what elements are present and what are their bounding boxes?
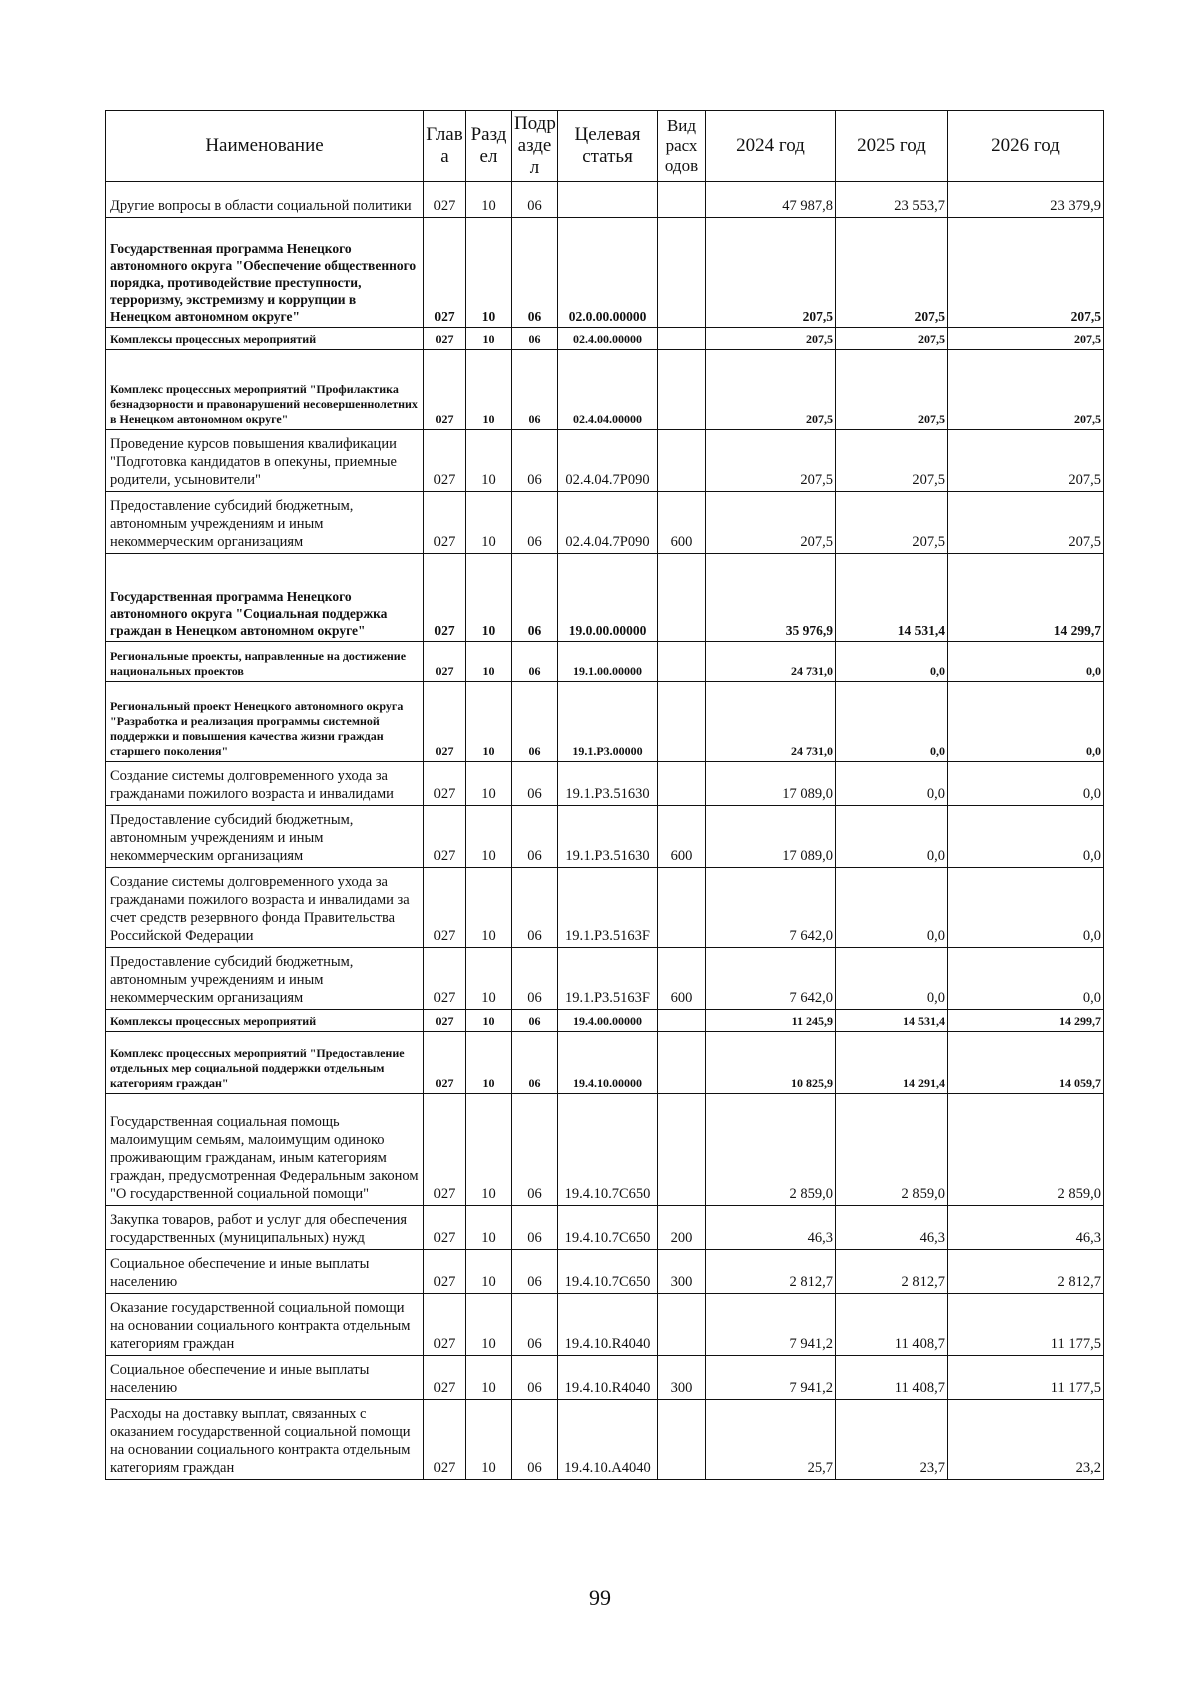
table-row — [106, 682, 1104, 762]
row-name: Комплексы процессных мероприятий — [106, 1010, 424, 1032]
row-vid — [658, 430, 706, 492]
row-vid — [658, 554, 706, 642]
row-target: 19.1.00.00000 — [558, 642, 658, 682]
row-vid — [658, 1400, 706, 1480]
row-vid — [658, 350, 706, 430]
row-target: 19.4.10.R4040 — [558, 1294, 658, 1356]
row-podrazdel: 06 — [512, 554, 558, 642]
row-2026: 0,0 — [948, 642, 1104, 682]
table-row — [106, 1010, 1104, 1032]
row-glava: 027 — [424, 492, 466, 554]
row-target: 19.4.10.00000 — [558, 1032, 658, 1094]
row-vid — [658, 1294, 706, 1356]
row-glava: 027 — [424, 328, 466, 350]
row-2025: 11 408,7 — [836, 1356, 948, 1400]
row-podrazdel: 06 — [512, 642, 558, 682]
table-row — [106, 642, 1104, 682]
row-glava: 027 — [424, 806, 466, 868]
row-name: Закупка товаров, работ и услуг для обеспечения государственных (муниципальных) нужд — [106, 1206, 424, 1250]
row-target: 02.4.00.00000 — [558, 328, 658, 350]
row-razdel: 10 — [466, 1294, 512, 1356]
row-podrazdel: 06 — [512, 328, 558, 350]
row-name: Создание системы долговременного ухода за гражданами пожилого возраста и инвалидами за счет средств резервного фонда Правительства Российской Федерации — [106, 868, 424, 948]
table-row — [106, 806, 1104, 868]
table-row — [106, 182, 1104, 218]
row-razdel: 10 — [466, 182, 512, 218]
row-target: 19.1.Р3.5163F — [558, 868, 658, 948]
row-podrazdel: 06 — [512, 1356, 558, 1400]
row-name: Комплекс процессных мероприятий "Профилактика безнадзорности и правонарушений несовершеннолетних в Ненецком автономном округе" — [106, 350, 424, 430]
row-razdel: 10 — [466, 806, 512, 868]
row-2025: 207,5 — [836, 492, 948, 554]
row-vid: 300 — [658, 1356, 706, 1400]
row-podrazdel: 06 — [512, 430, 558, 492]
header-2025: 2025 год — [836, 111, 948, 182]
row-2024: 207,5 — [706, 492, 836, 554]
row-name: Государственная программа Ненецкого автономного округа "Обеспечение общественного порядка, противодействие преступности, терроризму, экстремизму и коррупции в Ненецком автономном округе" — [106, 218, 424, 328]
table-row — [106, 1294, 1104, 1356]
row-podrazdel: 06 — [512, 1294, 558, 1356]
table-row — [106, 1400, 1104, 1480]
row-glava: 027 — [424, 1250, 466, 1294]
table-row — [106, 1250, 1104, 1294]
row-glava: 027 — [424, 1010, 466, 1032]
row-2024: 17 089,0 — [706, 806, 836, 868]
header-target: Целевая статья — [558, 111, 658, 182]
row-name: Государственная социальная помощь малоимущим семьям, малоимущим одиноко проживающим гражданам, иным категориям граждан, предусмотренная Федеральным законом "О государственной социальной помощи" — [106, 1094, 424, 1206]
row-name: Создание системы долговременного ухода за гражданами пожилого возраста и инвалидами — [106, 762, 424, 806]
row-razdel: 10 — [466, 218, 512, 328]
row-2025: 2 859,0 — [836, 1094, 948, 1206]
row-2024: 46,3 — [706, 1206, 836, 1250]
row-2025: 46,3 — [836, 1206, 948, 1250]
row-glava: 027 — [424, 182, 466, 218]
row-razdel: 10 — [466, 682, 512, 762]
row-2025: 0,0 — [836, 682, 948, 762]
row-podrazdel: 06 — [512, 182, 558, 218]
row-2025: 23 553,7 — [836, 182, 948, 218]
row-2025: 23,7 — [836, 1400, 948, 1480]
row-glava: 027 — [424, 430, 466, 492]
row-vid — [658, 1094, 706, 1206]
row-razdel: 10 — [466, 1094, 512, 1206]
row-2025: 207,5 — [836, 350, 948, 430]
page-number: 99 — [589, 1585, 611, 1610]
row-name: Предоставление субсидий бюджетным, автономным учреждениям и иным некоммерческим организациям — [106, 806, 424, 868]
table-row — [106, 350, 1104, 430]
row-podrazdel: 06 — [512, 492, 558, 554]
header-vid: Вид расх одов — [658, 111, 706, 182]
row-target: 02.4.04.7Р090 — [558, 492, 658, 554]
row-2024: 7 941,2 — [706, 1294, 836, 1356]
row-vid — [658, 642, 706, 682]
row-target: 19.4.10.R4040 — [558, 1356, 658, 1400]
row-vid — [658, 182, 706, 218]
row-2024: 207,5 — [706, 350, 836, 430]
row-podrazdel: 06 — [512, 806, 558, 868]
table-body — [106, 182, 1104, 1480]
row-name: Предоставление субсидий бюджетным, автономным учреждениям и иным некоммерческим организациям — [106, 492, 424, 554]
row-glava: 027 — [424, 868, 466, 948]
table-row — [106, 430, 1104, 492]
row-razdel: 10 — [466, 554, 512, 642]
row-2026: 207,5 — [948, 218, 1104, 328]
row-2024: 207,5 — [706, 430, 836, 492]
row-2026: 207,5 — [948, 350, 1104, 430]
budget-table-sheet — [105, 110, 1103, 1480]
table-row — [106, 762, 1104, 806]
header-name: Наименование — [106, 111, 424, 182]
row-target: 19.4.10.7С650 — [558, 1094, 658, 1206]
row-target: 19.1.Р3.51630 — [558, 806, 658, 868]
row-name: Проведение курсов повышения квалификации "Подготовка кандидатов в опекуны, приемные родители, усыновители" — [106, 430, 424, 492]
row-razdel: 10 — [466, 948, 512, 1010]
row-target — [558, 182, 658, 218]
row-target: 19.1.Р3.51630 — [558, 762, 658, 806]
row-2025: 2 812,7 — [836, 1250, 948, 1294]
table-row — [106, 868, 1104, 948]
row-2026: 207,5 — [948, 492, 1104, 554]
row-2024: 17 089,0 — [706, 762, 836, 806]
row-name: Комплекс процессных мероприятий "Предоставление отдельных мер социальной поддержки отдельным категориям граждан" — [106, 1032, 424, 1094]
row-glava: 027 — [424, 1294, 466, 1356]
row-name: Расходы на доставку выплат, связанных с оказанием государственной социальной помощи на основании социального контракта отдельным категориям граждан — [106, 1400, 424, 1480]
row-vid: 200 — [658, 1206, 706, 1250]
row-glava: 027 — [424, 682, 466, 762]
row-2025: 0,0 — [836, 948, 948, 1010]
row-target: 19.1.Р3.5163F — [558, 948, 658, 1010]
row-vid — [658, 1032, 706, 1094]
row-podrazdel: 06 — [512, 1032, 558, 1094]
row-razdel: 10 — [466, 762, 512, 806]
row-razdel: 10 — [466, 430, 512, 492]
row-glava: 027 — [424, 218, 466, 328]
row-vid: 600 — [658, 806, 706, 868]
row-name: Предоставление субсидий бюджетным, автономным учреждениям и иным некоммерческим организациям — [106, 948, 424, 1010]
row-razdel: 10 — [466, 492, 512, 554]
row-vid — [658, 218, 706, 328]
row-2025: 0,0 — [836, 806, 948, 868]
table-row — [106, 1356, 1104, 1400]
row-razdel: 10 — [466, 1010, 512, 1032]
row-name: Комплексы процессных мероприятий — [106, 328, 424, 350]
header-glava: Глав а — [424, 111, 466, 182]
row-podrazdel: 06 — [512, 1094, 558, 1206]
row-target: 19.4.00.00000 — [558, 1010, 658, 1032]
row-podrazdel: 06 — [512, 1250, 558, 1294]
row-target: 02.4.04.00000 — [558, 350, 658, 430]
row-2026: 2 859,0 — [948, 1094, 1104, 1206]
row-vid — [658, 868, 706, 948]
row-glava: 027 — [424, 554, 466, 642]
row-name: Социальное обеспечение и иные выплаты населению — [106, 1250, 424, 1294]
row-name: Региональные проекты, направленные на достижение национальных проектов — [106, 642, 424, 682]
row-2026: 2 812,7 — [948, 1250, 1104, 1294]
table-row — [106, 554, 1104, 642]
row-2026: 0,0 — [948, 806, 1104, 868]
row-name: Социальное обеспечение и иные выплаты населению — [106, 1356, 424, 1400]
row-podrazdel: 06 — [512, 218, 558, 328]
row-2025: 207,5 — [836, 430, 948, 492]
header-2026: 2026 год — [948, 111, 1104, 182]
row-2024: 24 731,0 — [706, 642, 836, 682]
row-podrazdel: 06 — [512, 350, 558, 430]
header-row — [106, 111, 1104, 182]
row-razdel: 10 — [466, 1250, 512, 1294]
row-2025: 0,0 — [836, 642, 948, 682]
row-2026: 0,0 — [948, 682, 1104, 762]
row-razdel: 10 — [466, 1400, 512, 1480]
row-2024: 10 825,9 — [706, 1032, 836, 1094]
row-razdel: 10 — [466, 350, 512, 430]
row-razdel: 10 — [466, 642, 512, 682]
row-2024: 207,5 — [706, 218, 836, 328]
row-target: 02.4.04.7Р090 — [558, 430, 658, 492]
row-podrazdel: 06 — [512, 1400, 558, 1480]
row-2024: 47 987,8 — [706, 182, 836, 218]
row-2024: 7 941,2 — [706, 1356, 836, 1400]
row-name: Региональный проект Ненецкого автономного округа "Разработка и реализация программы системной поддержки и повышения качества жизни граждан старшего поколения" — [106, 682, 424, 762]
row-2026: 14 299,7 — [948, 1010, 1104, 1032]
row-2026: 46,3 — [948, 1206, 1104, 1250]
row-2024: 11 245,9 — [706, 1010, 836, 1032]
row-vid — [658, 328, 706, 350]
row-razdel: 10 — [466, 868, 512, 948]
row-glava: 027 — [424, 350, 466, 430]
row-2026: 207,5 — [948, 430, 1104, 492]
row-2024: 207,5 — [706, 328, 836, 350]
row-podrazdel: 06 — [512, 1010, 558, 1032]
row-name: Оказание государственной социальной помощи на основании социального контракта отдельным категориям граждан — [106, 1294, 424, 1356]
row-podrazdel: 06 — [512, 868, 558, 948]
row-podrazdel: 06 — [512, 762, 558, 806]
row-2025: 14 531,4 — [836, 1010, 948, 1032]
row-glava: 027 — [424, 762, 466, 806]
row-glava: 027 — [424, 1032, 466, 1094]
row-glava: 027 — [424, 642, 466, 682]
row-2025: 14 291,4 — [836, 1032, 948, 1094]
row-2025: 207,5 — [836, 328, 948, 350]
row-podrazdel: 06 — [512, 682, 558, 762]
row-razdel: 10 — [466, 1206, 512, 1250]
row-2026: 23 379,9 — [948, 182, 1104, 218]
row-2024: 7 642,0 — [706, 868, 836, 948]
row-2025: 207,5 — [836, 218, 948, 328]
row-2026: 0,0 — [948, 868, 1104, 948]
table-row — [106, 218, 1104, 328]
row-2026: 0,0 — [948, 762, 1104, 806]
table-row — [106, 1094, 1104, 1206]
row-2026: 11 177,5 — [948, 1294, 1104, 1356]
row-2026: 11 177,5 — [948, 1356, 1104, 1400]
row-2025: 0,0 — [836, 762, 948, 806]
row-2026: 207,5 — [948, 328, 1104, 350]
row-podrazdel: 06 — [512, 948, 558, 1010]
row-vid: 600 — [658, 948, 706, 1010]
row-2024: 35 976,9 — [706, 554, 836, 642]
header-podrazdel: Подр азде л — [512, 111, 558, 182]
row-target: 19.4.10.7С650 — [558, 1250, 658, 1294]
row-name: Государственная программа Ненецкого автономного округа "Социальная поддержка граждан в Ненецком автономном округе" — [106, 554, 424, 642]
row-target: 02.0.00.00000 — [558, 218, 658, 328]
table-row — [106, 1206, 1104, 1250]
row-2024: 25,7 — [706, 1400, 836, 1480]
row-2025: 0,0 — [836, 868, 948, 948]
row-2026: 14 299,7 — [948, 554, 1104, 642]
row-2024: 24 731,0 — [706, 682, 836, 762]
row-2026: 23,2 — [948, 1400, 1104, 1480]
header-razdel: Разд ел — [466, 111, 512, 182]
row-glava: 027 — [424, 1400, 466, 1480]
row-glava: 027 — [424, 1356, 466, 1400]
row-target: 19.0.00.00000 — [558, 554, 658, 642]
row-glava: 027 — [424, 1206, 466, 1250]
row-razdel: 10 — [466, 328, 512, 350]
row-2025: 11 408,7 — [836, 1294, 948, 1356]
row-2024: 2 812,7 — [706, 1250, 836, 1294]
row-2026: 0,0 — [948, 948, 1104, 1010]
row-target: 19.4.10.А4040 — [558, 1400, 658, 1480]
row-razdel: 10 — [466, 1356, 512, 1400]
row-2024: 7 642,0 — [706, 948, 836, 1010]
row-target: 19.4.10.7С650 — [558, 1206, 658, 1250]
budget-table — [105, 110, 1104, 1480]
table-row — [106, 1032, 1104, 1094]
row-podrazdel: 06 — [512, 1206, 558, 1250]
table-row — [106, 328, 1104, 350]
row-name: Другие вопросы в области социальной политики — [106, 182, 424, 218]
row-vid — [658, 1010, 706, 1032]
table-row — [106, 492, 1104, 554]
row-glava: 027 — [424, 948, 466, 1010]
header-2024: 2024 год — [706, 111, 836, 182]
row-vid: 600 — [658, 492, 706, 554]
table-row — [106, 948, 1104, 1010]
row-vid — [658, 682, 706, 762]
row-2024: 2 859,0 — [706, 1094, 836, 1206]
row-vid: 300 — [658, 1250, 706, 1294]
row-2025: 14 531,4 — [836, 554, 948, 642]
row-target: 19.1.Р3.00000 — [558, 682, 658, 762]
row-razdel: 10 — [466, 1032, 512, 1094]
row-glava: 027 — [424, 1094, 466, 1206]
row-vid — [658, 762, 706, 806]
row-2026: 14 059,7 — [948, 1032, 1104, 1094]
